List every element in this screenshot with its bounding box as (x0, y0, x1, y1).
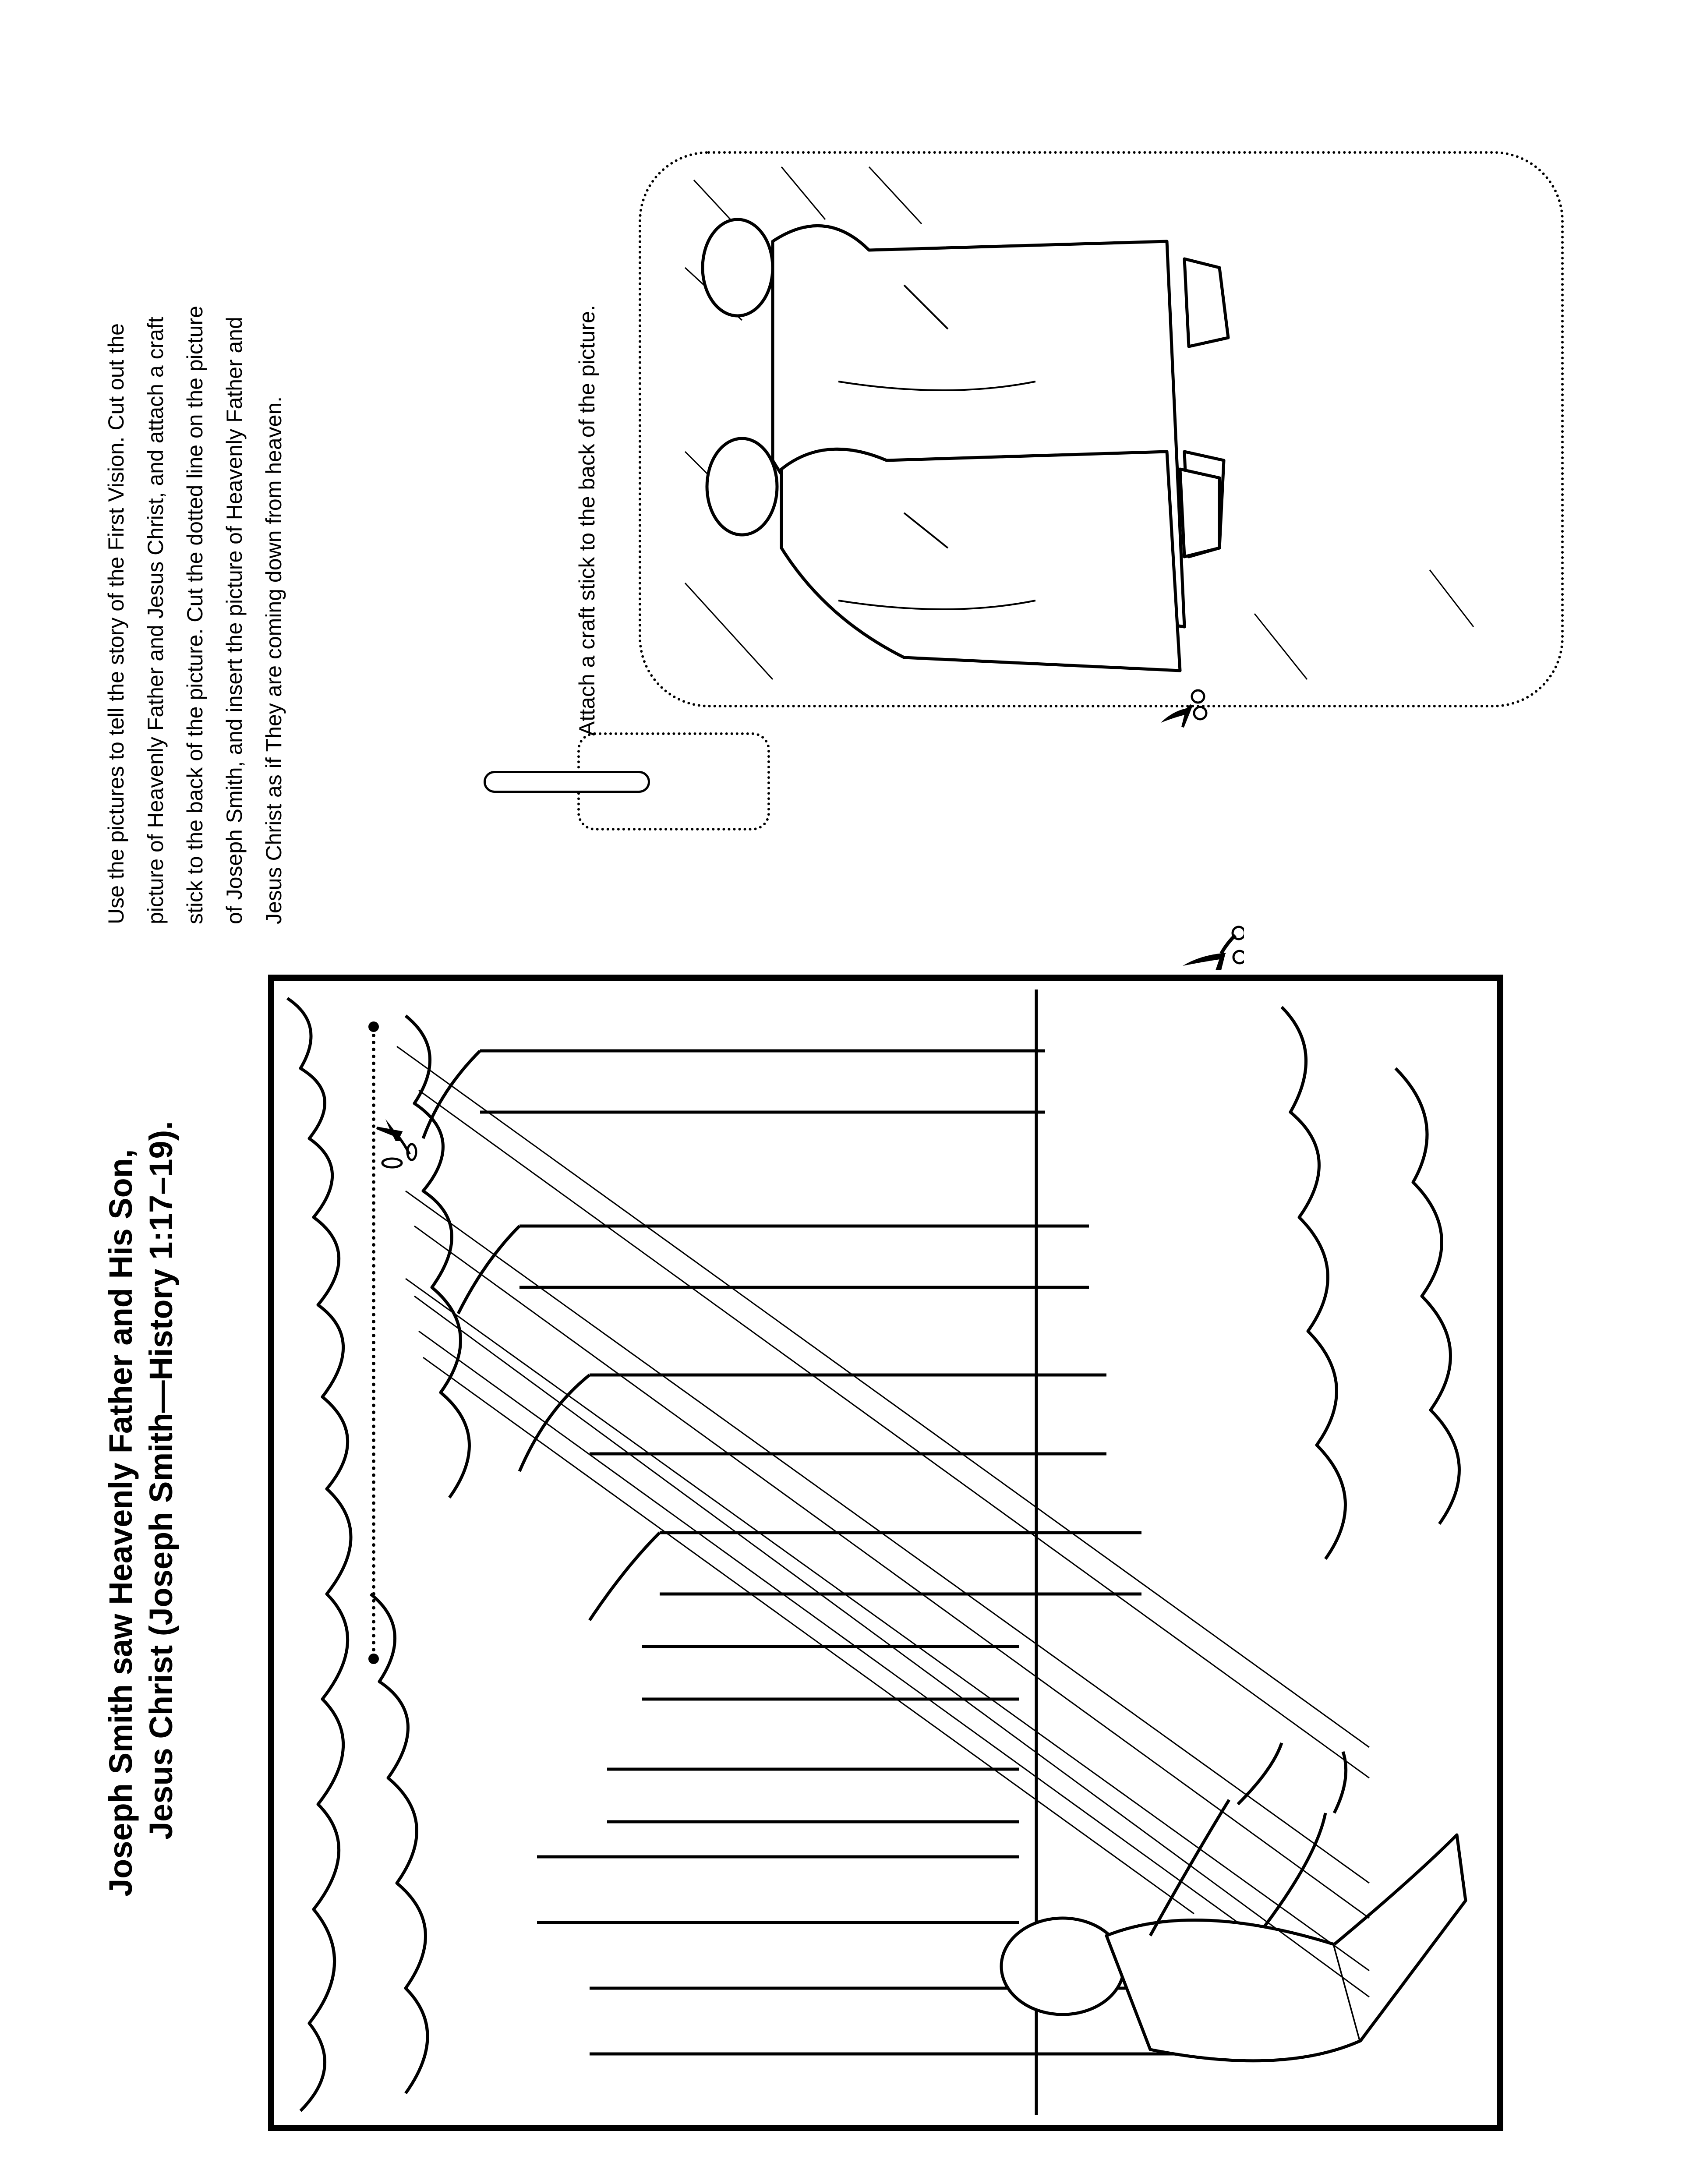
instruction-line: Use the pictures to tell the story of the First Vision. Cut out the (104, 323, 128, 924)
grove-illustration (274, 981, 1497, 2125)
instruction-line: picture of Heavenly Father and Jesus Christ, and attach a craft (143, 317, 168, 924)
craft-stick (484, 771, 650, 793)
title-line-1: Joseph Smith saw Heavenly Father and His Son, (102, 1149, 139, 1897)
scissors-icon (375, 1119, 418, 1172)
scissors-icon (1174, 922, 1244, 970)
joseph-smith-grove-picture (268, 975, 1503, 2131)
instruction-line: stick to the back of the picture. Cut the dotted line on the picture (183, 306, 207, 924)
figure-caption: Attach a craft stick to the back of the picture. (575, 305, 599, 736)
page-title (101, 1121, 181, 1897)
cut-line-end-dot (368, 1654, 379, 1664)
title-line-2: Jesus Christ (Joseph Smith—History 1:17–19). (143, 1121, 179, 1840)
instruction-line: of Joseph Smith, and insert the picture of Heavenly Father and (222, 317, 247, 924)
cutout-heavenly-father-jesus-christ[interactable] (639, 151, 1564, 707)
instruction-line: Jesus Christ as if They are coming down from heaven. (261, 396, 286, 924)
cut-line-start-dot (368, 1021, 379, 1032)
figures-illustration (641, 154, 1561, 705)
scissors-icon (1156, 683, 1209, 732)
instructions (96, 306, 293, 924)
